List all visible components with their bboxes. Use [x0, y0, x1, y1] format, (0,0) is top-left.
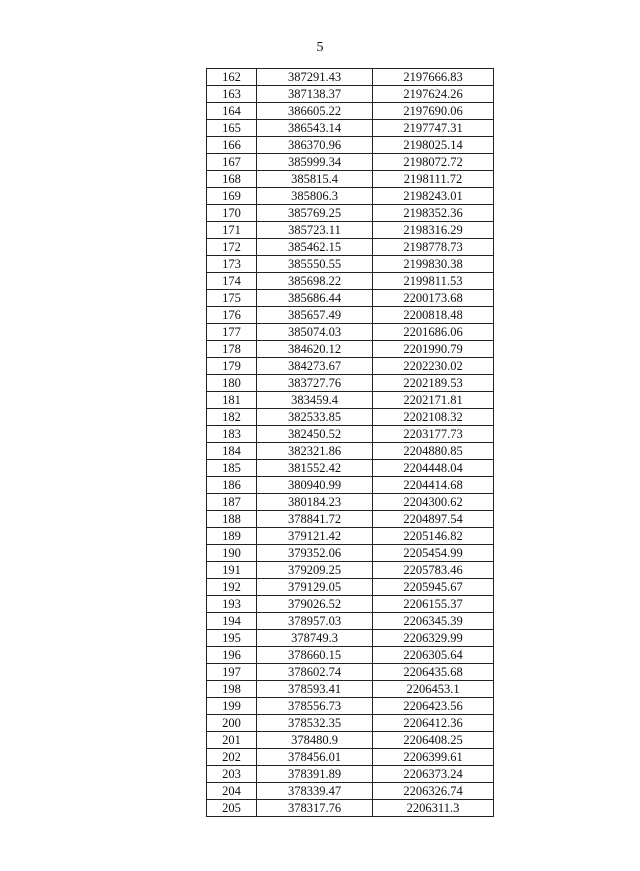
- y-coordinate-cell: 2206423.56: [373, 698, 494, 715]
- point-number-cell: 196: [207, 647, 257, 664]
- point-number-cell: 181: [207, 392, 257, 409]
- table-row: [207, 579, 494, 596]
- table-row: [207, 800, 494, 817]
- x-coordinate-cell: 383459.4: [257, 392, 373, 409]
- point-number-cell: 174: [207, 273, 257, 290]
- x-coordinate-cell: 378602.74: [257, 664, 373, 681]
- x-coordinate-cell: 386605.22: [257, 103, 373, 120]
- x-coordinate-cell: 385698.22: [257, 273, 373, 290]
- y-coordinate-cell: 2206399.61: [373, 749, 494, 766]
- x-coordinate-cell: 385550.55: [257, 256, 373, 273]
- table-row: [207, 426, 494, 443]
- x-coordinate-cell: 381552.42: [257, 460, 373, 477]
- x-coordinate-cell: 378391.89: [257, 766, 373, 783]
- y-coordinate-cell: 2204300.62: [373, 494, 494, 511]
- point-number-cell: 165: [207, 120, 257, 137]
- x-coordinate-cell: 378339.47: [257, 783, 373, 800]
- y-coordinate-cell: 2200818.48: [373, 307, 494, 324]
- x-coordinate-cell: 385723.11: [257, 222, 373, 239]
- x-coordinate-cell: 387291.43: [257, 69, 373, 86]
- table-row: [207, 137, 494, 154]
- point-number-cell: 204: [207, 783, 257, 800]
- point-number-cell: 166: [207, 137, 257, 154]
- y-coordinate-cell: 2198316.29: [373, 222, 494, 239]
- x-coordinate-cell: 385686.44: [257, 290, 373, 307]
- table-row: [207, 766, 494, 783]
- point-number-cell: 190: [207, 545, 257, 562]
- y-coordinate-cell: 2197666.83: [373, 69, 494, 86]
- point-number-cell: 170: [207, 205, 257, 222]
- table-row: [207, 120, 494, 137]
- table-row: [207, 511, 494, 528]
- table-row: [207, 613, 494, 630]
- x-coordinate-cell: 378532.35: [257, 715, 373, 732]
- table-row: [207, 324, 494, 341]
- point-number-cell: 177: [207, 324, 257, 341]
- point-number-cell: 188: [207, 511, 257, 528]
- x-coordinate-cell: 385999.34: [257, 154, 373, 171]
- point-number-cell: 201: [207, 732, 257, 749]
- y-coordinate-cell: 2206305.64: [373, 647, 494, 664]
- x-coordinate-cell: 379209.25: [257, 562, 373, 579]
- x-coordinate-cell: 378456.01: [257, 749, 373, 766]
- table-row: [207, 222, 494, 239]
- y-coordinate-cell: 2198111.72: [373, 171, 494, 188]
- point-number-cell: 186: [207, 477, 257, 494]
- point-number-cell: 198: [207, 681, 257, 698]
- table-row: [207, 715, 494, 732]
- y-coordinate-cell: 2206326.74: [373, 783, 494, 800]
- table-row: [207, 103, 494, 120]
- table-row: [207, 86, 494, 103]
- point-number-cell: 202: [207, 749, 257, 766]
- x-coordinate-cell: 378660.15: [257, 647, 373, 664]
- x-coordinate-cell: 379352.06: [257, 545, 373, 562]
- point-number-cell: 162: [207, 69, 257, 86]
- y-coordinate-cell: 2198778.73: [373, 239, 494, 256]
- point-number-cell: 197: [207, 664, 257, 681]
- point-number-cell: 180: [207, 375, 257, 392]
- table-row: [207, 409, 494, 426]
- point-number-cell: 203: [207, 766, 257, 783]
- x-coordinate-cell: 378957.03: [257, 613, 373, 630]
- table-row: [207, 256, 494, 273]
- x-coordinate-cell: 378317.76: [257, 800, 373, 817]
- point-number-cell: 179: [207, 358, 257, 375]
- point-number-cell: 189: [207, 528, 257, 545]
- y-coordinate-cell: 2199811.53: [373, 273, 494, 290]
- y-coordinate-cell: 2206329.99: [373, 630, 494, 647]
- point-number-cell: 200: [207, 715, 257, 732]
- x-coordinate-cell: 382533.85: [257, 409, 373, 426]
- point-number-cell: 176: [207, 307, 257, 324]
- y-coordinate-cell: 2200173.68: [373, 290, 494, 307]
- x-coordinate-cell: 378593.41: [257, 681, 373, 698]
- y-coordinate-cell: 2206311.3: [373, 800, 494, 817]
- y-coordinate-cell: 2205146.82: [373, 528, 494, 545]
- point-number-cell: 185: [207, 460, 257, 477]
- table-row: [207, 647, 494, 664]
- table-row: [207, 664, 494, 681]
- x-coordinate-cell: 385657.49: [257, 307, 373, 324]
- x-coordinate-cell: 378480.9: [257, 732, 373, 749]
- y-coordinate-cell: 2206408.25: [373, 732, 494, 749]
- y-coordinate-cell: 2206453.1: [373, 681, 494, 698]
- point-number-cell: 169: [207, 188, 257, 205]
- y-coordinate-cell: 2206373.24: [373, 766, 494, 783]
- x-coordinate-cell: 384273.67: [257, 358, 373, 375]
- table-row: [207, 392, 494, 409]
- x-coordinate-cell: 380184.23: [257, 494, 373, 511]
- y-coordinate-cell: 2202108.32: [373, 409, 494, 426]
- table-row: [207, 341, 494, 358]
- table-row: [207, 494, 494, 511]
- point-number-cell: 195: [207, 630, 257, 647]
- y-coordinate-cell: 2203177.73: [373, 426, 494, 443]
- point-number-cell: 175: [207, 290, 257, 307]
- y-coordinate-cell: 2204414.68: [373, 477, 494, 494]
- table-row: [207, 732, 494, 749]
- table-row: [207, 205, 494, 222]
- y-coordinate-cell: 2205454.99: [373, 545, 494, 562]
- table-row: [207, 528, 494, 545]
- table-row: [207, 630, 494, 647]
- table-row: [207, 307, 494, 324]
- x-coordinate-cell: 384620.12: [257, 341, 373, 358]
- table-row: [207, 273, 494, 290]
- point-number-cell: 192: [207, 579, 257, 596]
- table-row: [207, 69, 494, 86]
- x-coordinate-cell: 385806.3: [257, 188, 373, 205]
- y-coordinate-cell: 2201990.79: [373, 341, 494, 358]
- point-number-cell: 172: [207, 239, 257, 256]
- y-coordinate-cell: 2202230.02: [373, 358, 494, 375]
- point-number-cell: 193: [207, 596, 257, 613]
- point-number-cell: 182: [207, 409, 257, 426]
- point-number-cell: 171: [207, 222, 257, 239]
- y-coordinate-cell: 2206155.37: [373, 596, 494, 613]
- table-row: [207, 239, 494, 256]
- x-coordinate-cell: 378841.72: [257, 511, 373, 528]
- point-number-cell: 187: [207, 494, 257, 511]
- y-coordinate-cell: 2202171.81: [373, 392, 494, 409]
- x-coordinate-cell: 385815.4: [257, 171, 373, 188]
- x-coordinate-cell: 386370.96: [257, 137, 373, 154]
- coordinates-table-body: [207, 69, 494, 817]
- y-coordinate-cell: 2198025.14: [373, 137, 494, 154]
- x-coordinate-cell: 379026.52: [257, 596, 373, 613]
- table-row: [207, 681, 494, 698]
- x-coordinate-cell: 382450.52: [257, 426, 373, 443]
- table-row: [207, 188, 494, 205]
- point-number-cell: 194: [207, 613, 257, 630]
- point-number-cell: 163: [207, 86, 257, 103]
- coordinates-table: [206, 68, 494, 817]
- point-number-cell: 183: [207, 426, 257, 443]
- point-number-cell: 178: [207, 341, 257, 358]
- x-coordinate-cell: 385769.25: [257, 205, 373, 222]
- table-row: [207, 443, 494, 460]
- table-row: [207, 698, 494, 715]
- y-coordinate-cell: 2197624.26: [373, 86, 494, 103]
- y-coordinate-cell: 2206435.68: [373, 664, 494, 681]
- point-number-cell: 199: [207, 698, 257, 715]
- y-coordinate-cell: 2204880.85: [373, 443, 494, 460]
- page-number: 5: [316, 40, 324, 55]
- y-coordinate-cell: 2198072.72: [373, 154, 494, 171]
- y-coordinate-cell: 2197747.31: [373, 120, 494, 137]
- x-coordinate-cell: 378749.3: [257, 630, 373, 647]
- table-row: [207, 596, 494, 613]
- x-coordinate-cell: 382321.86: [257, 443, 373, 460]
- y-coordinate-cell: 2199830.38: [373, 256, 494, 273]
- point-number-cell: 191: [207, 562, 257, 579]
- table-row: [207, 290, 494, 307]
- y-coordinate-cell: 2205945.67: [373, 579, 494, 596]
- x-coordinate-cell: 385074.03: [257, 324, 373, 341]
- table-row: [207, 358, 494, 375]
- x-coordinate-cell: 379129.05: [257, 579, 373, 596]
- y-coordinate-cell: 2198243.01: [373, 188, 494, 205]
- table-row: [207, 545, 494, 562]
- x-coordinate-cell: 386543.14: [257, 120, 373, 137]
- x-coordinate-cell: 378556.73: [257, 698, 373, 715]
- x-coordinate-cell: 380940.99: [257, 477, 373, 494]
- table-row: [207, 460, 494, 477]
- y-coordinate-cell: 2198352.36: [373, 205, 494, 222]
- y-coordinate-cell: 2206345.39: [373, 613, 494, 630]
- point-number-cell: 205: [207, 800, 257, 817]
- point-number-cell: 168: [207, 171, 257, 188]
- table-row: [207, 154, 494, 171]
- y-coordinate-cell: 2206412.36: [373, 715, 494, 732]
- table-row: [207, 171, 494, 188]
- y-coordinate-cell: 2205783.46: [373, 562, 494, 579]
- x-coordinate-cell: 383727.76: [257, 375, 373, 392]
- point-number-cell: 164: [207, 103, 257, 120]
- point-number-cell: 184: [207, 443, 257, 460]
- table-row: [207, 749, 494, 766]
- table-row: [207, 477, 494, 494]
- y-coordinate-cell: 2204897.54: [373, 511, 494, 528]
- point-number-cell: 173: [207, 256, 257, 273]
- y-coordinate-cell: 2202189.53: [373, 375, 494, 392]
- point-number-cell: 167: [207, 154, 257, 171]
- table-row: [207, 562, 494, 579]
- x-coordinate-cell: 387138.37: [257, 86, 373, 103]
- x-coordinate-cell: 385462.15: [257, 239, 373, 256]
- table-row: [207, 375, 494, 392]
- y-coordinate-cell: 2204448.04: [373, 460, 494, 477]
- x-coordinate-cell: 379121.42: [257, 528, 373, 545]
- y-coordinate-cell: 2201686.06: [373, 324, 494, 341]
- y-coordinate-cell: 2197690.06: [373, 103, 494, 120]
- table-row: [207, 783, 494, 800]
